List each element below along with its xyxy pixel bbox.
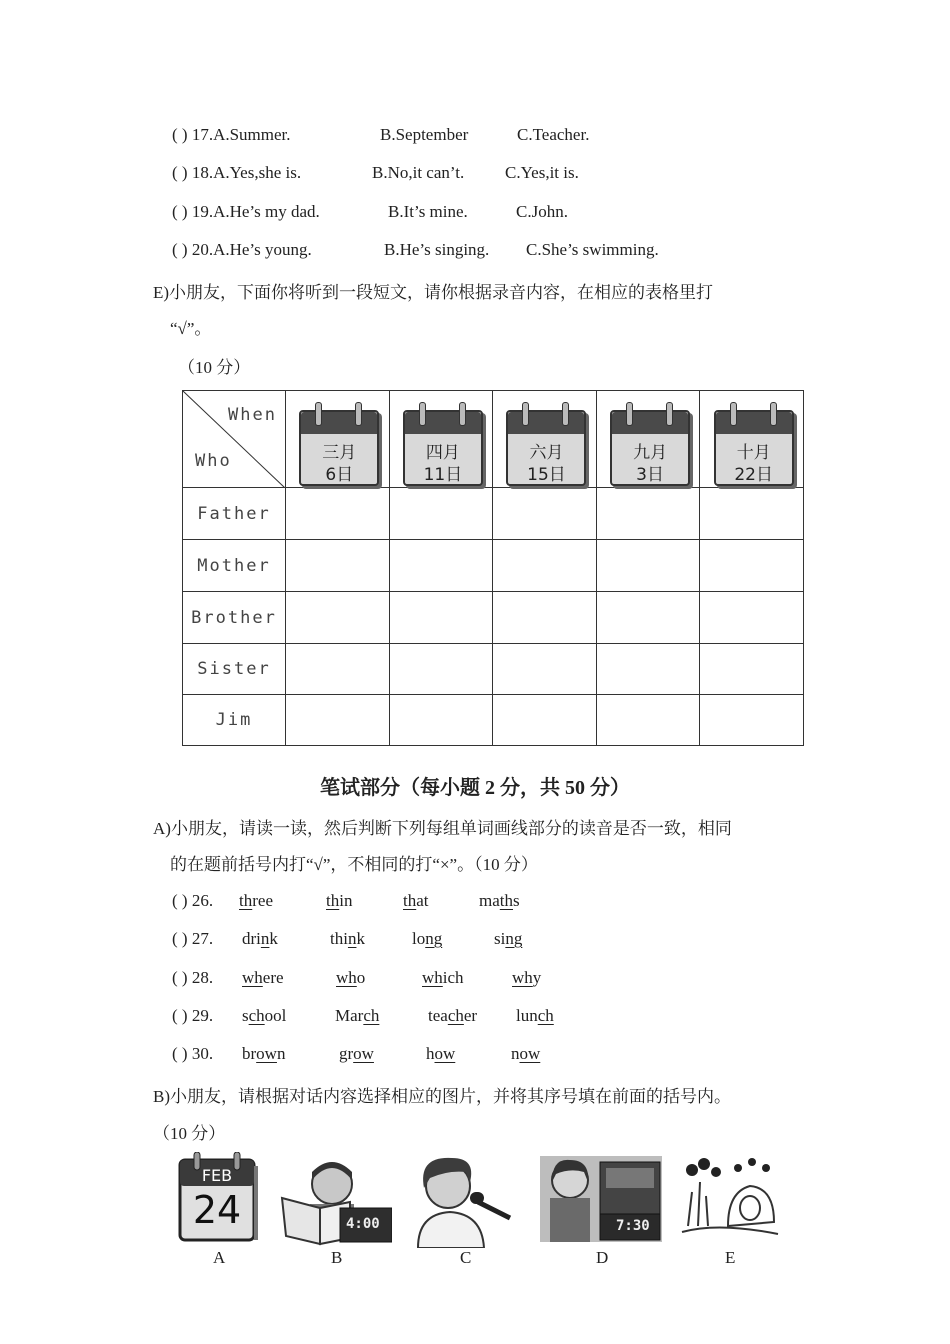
- section-e-score: （10 分）: [178, 358, 251, 377]
- answer-cell[interactable]: [700, 644, 804, 695]
- answer-cell[interactable]: [700, 488, 804, 540]
- person-cell: Father: [183, 488, 286, 540]
- table-row: [183, 540, 804, 592]
- section-a-instruction-cont: 的在题前括号内打“√”，不相同的打“×”。（10 分）: [170, 855, 538, 874]
- q29-word1: school: [242, 1006, 287, 1025]
- answer-cell[interactable]: [286, 644, 390, 695]
- q19-b: B.It’s mine.: [388, 202, 468, 221]
- picture-label-a: A: [213, 1248, 226, 1267]
- q27-word2: think: [330, 929, 365, 948]
- header-when: When: [228, 405, 277, 425]
- answer-cell[interactable]: [389, 644, 493, 695]
- q29-word4: lunch: [516, 1006, 554, 1025]
- q20-a: ( ) 20.A.He’s young.: [172, 240, 312, 259]
- q28-word1: where: [242, 968, 284, 987]
- q18-c: C.Yes,it is.: [505, 163, 579, 182]
- person-cell: Mother: [183, 540, 286, 592]
- answer-cell[interactable]: [286, 592, 390, 644]
- q18-a: ( ) 18.A.Yes,she is.: [172, 163, 302, 182]
- section-e-instruction-cont: “√”。: [170, 319, 212, 338]
- q28-word4: why: [512, 968, 542, 987]
- calendar-icon: [401, 396, 481, 485]
- q20-c: C.She’s swimming.: [526, 240, 659, 259]
- q26-number: ( ) 26.: [172, 891, 214, 910]
- date-cell-3: [493, 391, 597, 488]
- answer-cell[interactable]: [596, 488, 700, 540]
- section-title: 笔试部分（每小题 2 分，共 50 分）: [320, 777, 630, 799]
- q20-b: B.He’s singing.: [384, 240, 490, 259]
- picture-a-calendar: [178, 1152, 258, 1242]
- date-day: 3日: [636, 465, 664, 485]
- q28-word3: which: [422, 968, 464, 987]
- answer-cell[interactable]: [493, 695, 597, 746]
- garden-scene-icon: [678, 1152, 790, 1242]
- date-month: 十月: [736, 443, 771, 463]
- clock-d-time: 7:30: [616, 1218, 650, 1234]
- listening-table: [182, 390, 804, 746]
- picture-d-clock: [540, 1152, 662, 1242]
- calendar-icon: [297, 396, 377, 485]
- answer-cell[interactable]: [596, 695, 700, 746]
- q18-b: B.No,it can’t.: [372, 163, 465, 182]
- q27-word1: drink: [242, 929, 278, 948]
- q17-b: B.September: [380, 125, 469, 144]
- when-who-cell: [183, 391, 286, 488]
- date-month: 六月: [529, 443, 564, 463]
- calendar-month: FEB: [201, 1166, 233, 1185]
- q26-word3: that: [403, 891, 429, 910]
- q27-word3: long: [412, 929, 443, 948]
- table-row: [183, 644, 804, 695]
- calendar-icon: [712, 396, 792, 485]
- person-cell: Jim: [183, 695, 286, 746]
- date-cell-5: [700, 391, 804, 488]
- q28-word2: who: [336, 968, 366, 987]
- q19-a: ( ) 19.A.He’s my dad.: [172, 202, 320, 221]
- clock-b-time: 4:00: [346, 1216, 380, 1232]
- header-who: Who: [195, 451, 232, 471]
- answer-cell[interactable]: [493, 644, 597, 695]
- answer-cell[interactable]: [700, 540, 804, 592]
- answer-cell[interactable]: [493, 540, 597, 592]
- date-cell-1: [286, 391, 390, 488]
- q27-number: ( ) 27.: [172, 929, 214, 948]
- answer-cell[interactable]: [286, 695, 390, 746]
- answer-cell[interactable]: [286, 540, 390, 592]
- section-b-instruction: B)小朋友，请根据对话内容选择相应的图片，并将其序号填在前面的括号内。: [153, 1087, 731, 1106]
- picture-c-singing: [408, 1152, 520, 1248]
- answer-cell[interactable]: [389, 540, 493, 592]
- q28-number: ( ) 28.: [172, 968, 214, 987]
- date-day: 15日: [527, 465, 566, 485]
- answer-cell[interactable]: [389, 592, 493, 644]
- q26-word2: thin: [326, 891, 353, 910]
- answer-cell[interactable]: [596, 592, 700, 644]
- person-cell: Brother: [183, 592, 286, 644]
- table-row: [183, 488, 804, 540]
- date-month: 九月: [633, 443, 668, 463]
- date-cell-2: [389, 391, 493, 488]
- answer-cell[interactable]: [493, 488, 597, 540]
- date-day: 22日: [734, 465, 773, 485]
- date-day: 11日: [423, 465, 463, 485]
- q26-word4: maths: [479, 891, 520, 910]
- q30-word3: how: [426, 1044, 456, 1063]
- q17-c: C.Teacher.: [517, 125, 590, 144]
- calendar-day: 24: [192, 1188, 242, 1232]
- q29-word2: March: [335, 1006, 380, 1025]
- answer-cell[interactable]: [389, 488, 493, 540]
- date-day: 6日: [325, 465, 354, 485]
- table-row: [183, 695, 804, 746]
- calendar-icon: [504, 396, 584, 485]
- section-b-score: （10 分）: [153, 1124, 226, 1143]
- picture-label-e: E: [725, 1248, 736, 1267]
- q27-word4: sing: [494, 929, 523, 948]
- date-cell-4: [596, 391, 700, 488]
- answer-cell[interactable]: [493, 592, 597, 644]
- picture-b-reading: [280, 1152, 392, 1246]
- q19-c: C.John.: [516, 202, 568, 221]
- picture-label-c: C: [460, 1248, 472, 1267]
- girl-singing-icon: [408, 1152, 520, 1248]
- answer-cell[interactable]: [389, 695, 493, 746]
- q30-word2: grow: [339, 1044, 374, 1063]
- q29-word3: teacher: [428, 1006, 478, 1025]
- q30-word4: now: [511, 1044, 541, 1063]
- picture-label-b: B: [331, 1248, 343, 1267]
- section-e-instruction: E)小朋友，下面你将听到一段短文，请你根据录音内容，在相应的表格里打: [153, 283, 714, 302]
- table-header-row: [183, 391, 804, 488]
- table-row: [183, 592, 804, 644]
- section-a-instruction: A)小朋友，请读一读，然后判断下列每组单词画线部分的读音是否一致，相同: [153, 819, 732, 838]
- calendar-icon: [608, 396, 688, 485]
- q26-word1: three: [239, 891, 273, 910]
- picture-label-d: D: [596, 1248, 609, 1267]
- q30-word1: brown: [242, 1044, 286, 1063]
- answer-cell[interactable]: [596, 644, 700, 695]
- q30-number: ( ) 30.: [172, 1044, 214, 1063]
- q17-a: ( ) 17.A.Summer.: [172, 125, 291, 144]
- picture-e-garden: [678, 1152, 790, 1242]
- date-month: 四月: [425, 443, 460, 463]
- answer-cell[interactable]: [596, 540, 700, 592]
- q29-number: ( ) 29.: [172, 1006, 214, 1025]
- person-cell: Sister: [183, 644, 286, 695]
- answer-cell[interactable]: [286, 488, 390, 540]
- answer-cell[interactable]: [700, 592, 804, 644]
- date-month: 三月: [322, 443, 357, 463]
- answer-cell[interactable]: [700, 695, 804, 746]
